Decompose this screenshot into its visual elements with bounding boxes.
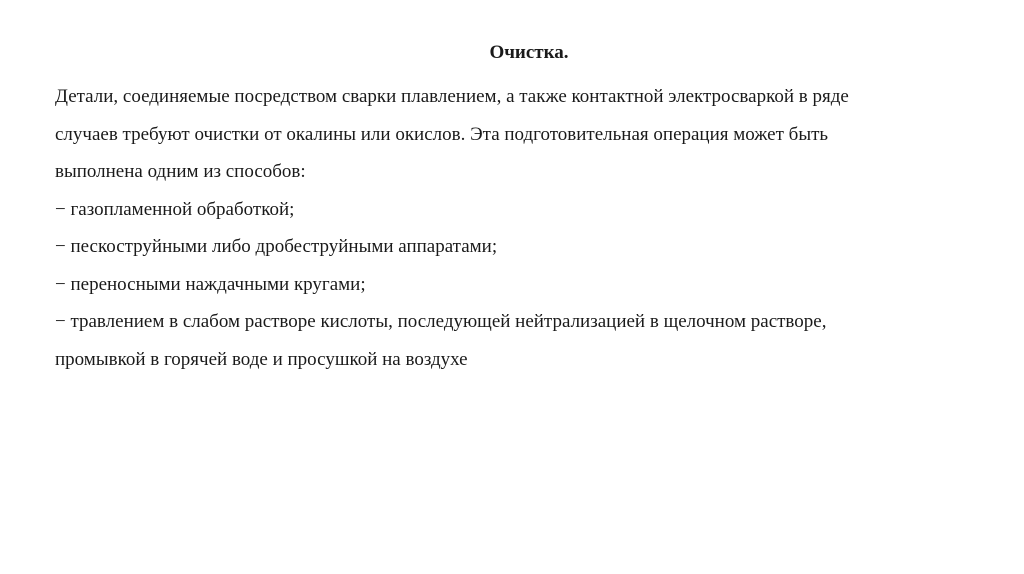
list-item-etching: − травлением в слабом растворе кислоты, последующей нейтрализацией в щелочном растворе, bbox=[55, 311, 827, 332]
list-item-etching-continued: промывкой в горячей воде и просушкой на воздухе bbox=[55, 348, 468, 370]
body-line-intro-1: Детали, соединяемые посредством сварки плавлением, а также контактной электросваркой в ряде bbox=[55, 86, 849, 107]
body-line-intro-3: выполнена одним из способов: bbox=[55, 161, 306, 182]
slide-body bbox=[55, 78, 975, 378]
list-item-grinding-wheels: − переносными наждачными кругами; bbox=[55, 273, 366, 295]
list-item-gas-flame: − газопламенной обработкой; bbox=[55, 198, 295, 220]
body-line-intro-2: случаев требуют очистки от окалины или окислов. Эта подготовительная операция может быть bbox=[55, 123, 829, 145]
list-item-sandblast: − пескоструйными либо дробеструйными аппаратами; bbox=[55, 236, 498, 257]
slide-title: Очистка. bbox=[489, 42, 569, 63]
